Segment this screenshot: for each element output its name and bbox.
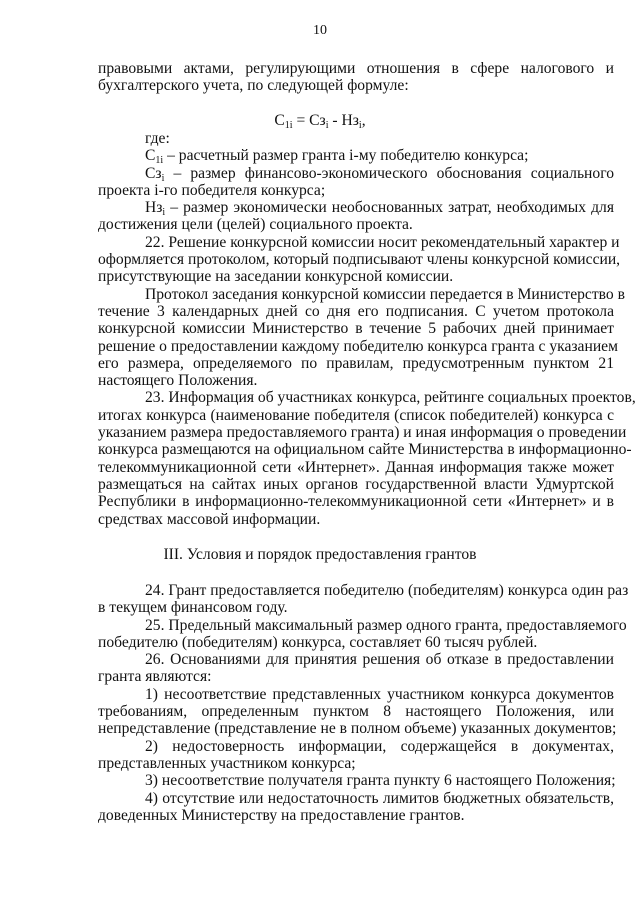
text-line: непредставление (представление не в полном объеме) указанных документов; bbox=[98, 720, 617, 738]
text-line: 4) отсутствие или недостаточность лимитов бюджетных обязательств, bbox=[145, 789, 614, 807]
text-line: 1) несоответствие представленных участником конкурса документов bbox=[145, 685, 614, 703]
text-line: в текущем финансовом году. bbox=[98, 599, 288, 617]
formula-definitions bbox=[98, 130, 636, 528]
definition-c1i bbox=[98, 147, 614, 167]
section-heading: III. Условия и порядок предоставления грантов bbox=[163, 546, 477, 563]
text-line: средствах массовой информации. bbox=[98, 510, 321, 528]
definition-text: – размер экономически необоснованных затрат, необходимых для bbox=[165, 199, 614, 217]
text-line: конкурсной комиссии Министерство в течение 5 рабочих дней принимает bbox=[98, 320, 614, 338]
symbol: С bbox=[145, 147, 156, 165]
section-iii-body bbox=[98, 582, 629, 824]
where-label: где: bbox=[145, 130, 170, 147]
text-line: гранта являются: bbox=[98, 668, 212, 686]
formula-c: С bbox=[274, 112, 285, 129]
text-line: указанием размера предоставляемого гранта) и иная информация о проведении bbox=[98, 424, 627, 442]
text-line: 26. Основаниями для принятия решения об отказе в предоставлении bbox=[145, 651, 614, 669]
text-line: присутствующие на заседании конкурсной комиссии. bbox=[98, 268, 454, 286]
text-line: размещаться на сайтах иных органов государственной власти Удмуртской bbox=[98, 475, 614, 493]
grant-formula bbox=[0, 112, 640, 129]
text-line: телекоммуникационной сети «Интернет». Данная информация также может bbox=[98, 458, 614, 476]
formula-subscript: 1i bbox=[284, 120, 293, 131]
text-line: 23. Информация об участниках конкурса, рейтинге социальных проектов, bbox=[145, 389, 636, 407]
text-line: 2) недостоверность информации, содержащейся в документах, bbox=[145, 737, 614, 755]
formula-nz: - Нз bbox=[328, 112, 359, 129]
text-line: доведенных Министерству на предоставление грантов. bbox=[98, 806, 465, 824]
text-line: требованиям, определенным пунктом 8 настоящего Положения, или bbox=[98, 703, 614, 721]
text-line: бухгалтерского учета, по следующей формуле: bbox=[98, 77, 409, 95]
text-line: проекта i-го победителя конкурса; bbox=[98, 181, 326, 199]
formula-subscript: i bbox=[358, 120, 362, 131]
formula-sz: = Сз bbox=[292, 112, 326, 129]
text-line: Республики в информационно-телекоммуникационной сети «Интернет» и в bbox=[98, 493, 614, 511]
text-line: 25. Предельный максимальный размер одного гранта, предоставляемого bbox=[145, 616, 627, 634]
text-line: Протокол заседания конкурсной комиссии передается в Министерство в bbox=[145, 285, 625, 303]
definition-text: – расчетный размер гранта i-му победителю конкурса; bbox=[163, 147, 529, 165]
symbol-subscript: i bbox=[162, 207, 166, 219]
text-line: течение 3 календарных дней со дня его подписания. С учетом протокола bbox=[98, 302, 614, 320]
text-line: настоящего Положения. bbox=[98, 372, 258, 390]
text-line: конкурса размещаются на официальном сайте Министерства в информационно- bbox=[98, 441, 632, 459]
formula-comma: , bbox=[361, 112, 366, 129]
text-line: 3) несоответствие получателя гранта пункту 6 настоящего Положения; bbox=[145, 772, 616, 790]
definition-text: – размер финансово-экономического обоснования социального bbox=[164, 164, 614, 182]
text-line: его размера, определяемого по правилам, предусмотренным пунктом 21 bbox=[98, 354, 614, 372]
symbol-subscript: 1i bbox=[155, 155, 164, 167]
paragraph-formula-intro bbox=[98, 60, 614, 95]
text-line: 24. Грант предоставляется победителю (победителям) конкурса один раз bbox=[145, 582, 629, 599]
formula-subscript: i bbox=[325, 120, 329, 131]
symbol-subscript: i bbox=[161, 172, 165, 184]
symbol: Сз bbox=[145, 164, 162, 182]
symbol: Нз bbox=[145, 199, 163, 217]
definition-sz bbox=[98, 165, 614, 182]
text-line: правовыми актами, регулирующими отношения в сфере налогового и bbox=[98, 60, 614, 77]
text-line: победителю (победителям) конкурса, составляет 60 тысяч рублей. bbox=[98, 633, 538, 651]
text-line: достижения цели (целей) социального проекта. bbox=[98, 216, 413, 234]
definition-nz bbox=[98, 199, 614, 219]
text-line: представленных участником конкурса; bbox=[98, 754, 356, 772]
text-line: решение о предоставлении каждому победителю конкурса гранта с указанием bbox=[98, 337, 618, 355]
text-line: 22. Решение конкурсной комиссии носит рекомендательный характер и bbox=[145, 233, 620, 251]
text-line: итогах конкурса (наименование победителя (список победителей) конкурса с bbox=[98, 406, 614, 424]
text-line: оформляется протоколом, который подписывают члены конкурсной комиссии, bbox=[98, 251, 621, 269]
page-number: 10 bbox=[313, 23, 327, 38]
